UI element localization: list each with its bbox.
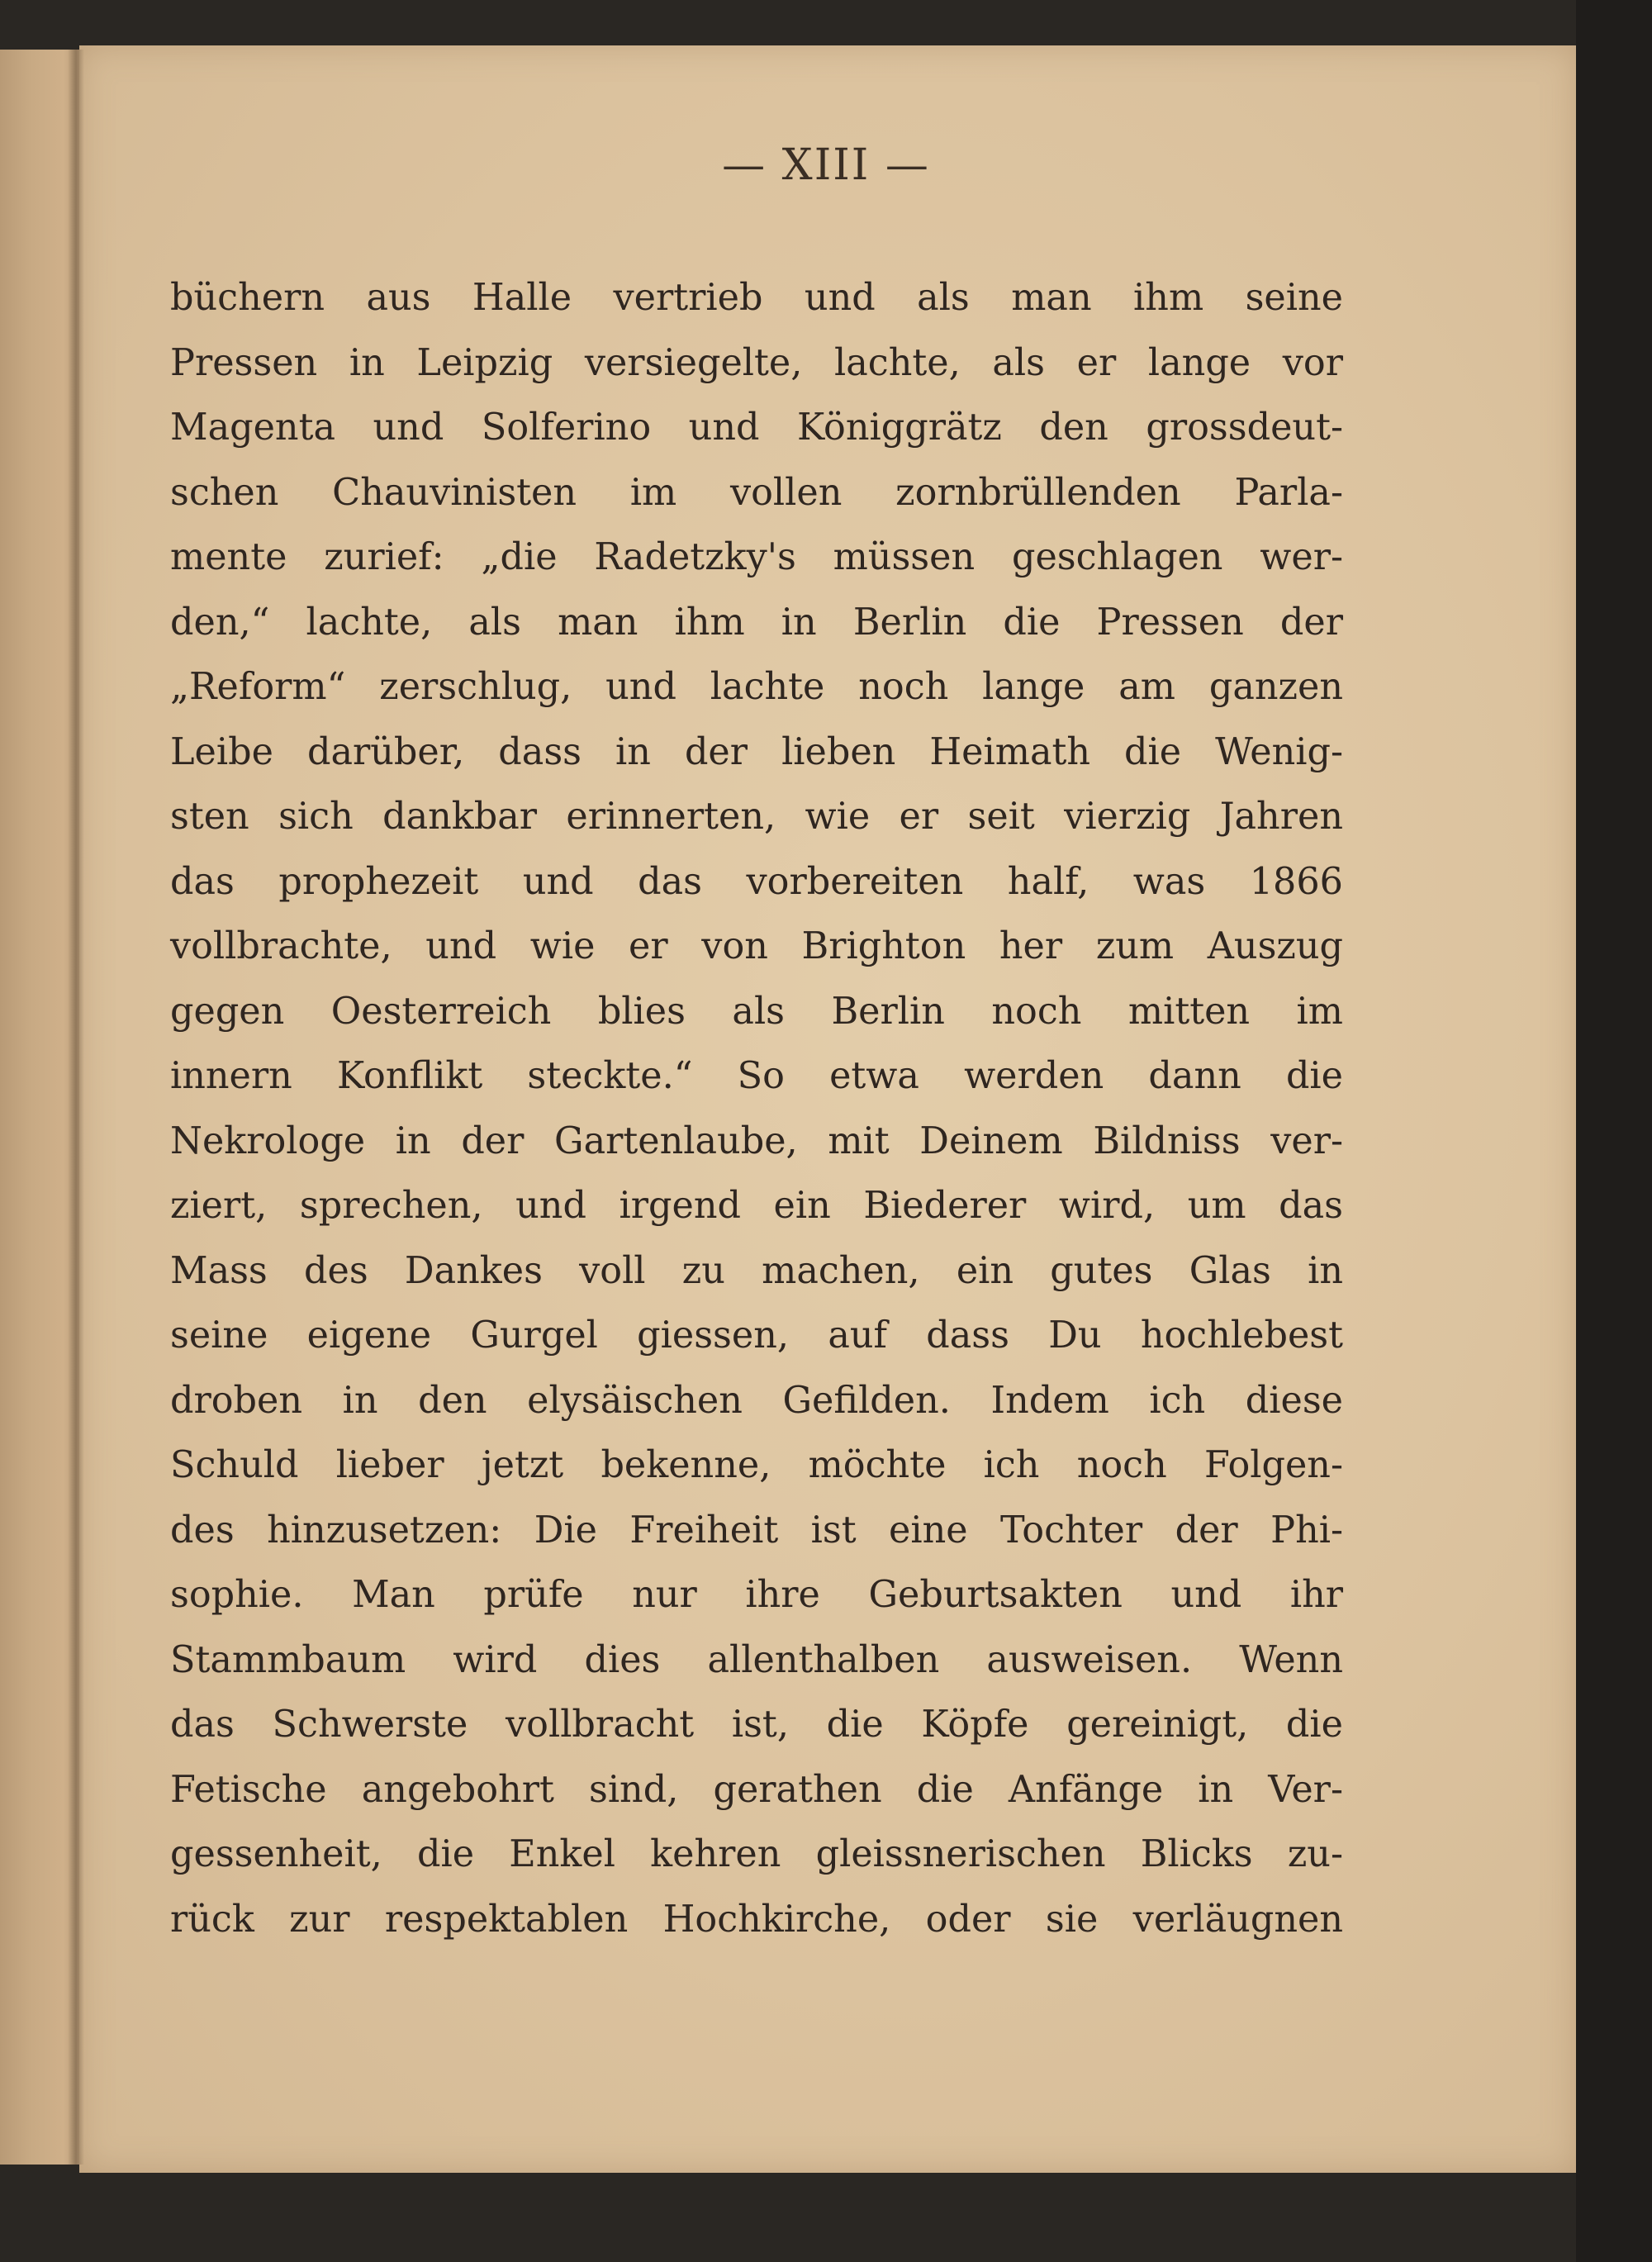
text-line: „Reform“ zerschlug, und lachte noch lange am ganzen: [170, 666, 1343, 708]
text-line: den,“ lachte, als man ihm in Berlin die Pressen der: [170, 601, 1343, 644]
text-line: gessenheit, die Enkel kehren gleissnerischen Blicks zu-: [170, 1833, 1343, 1875]
text-line: Fetische angebohrt sind, gerathen die Anfänge in Ver-: [170, 1768, 1343, 1811]
text-line: Magenta und Solferino und Königgrätz den grossdeut-: [170, 406, 1343, 449]
text-line: gegen Oesterreich blies als Berlin noch mitten im: [170, 990, 1343, 1033]
text-line: Mass des Dankes voll zu machen, ein gutes Glas in: [170, 1249, 1343, 1292]
text-line: büchern aus Halle vertrieb und als man ihm seine: [170, 277, 1343, 319]
page-gutter: [68, 50, 84, 2165]
text-line: vollbrachte, und wie er von Brighton her zum Auszug: [170, 925, 1343, 967]
text-line: Schuld lieber jetzt bekenne, möchte ich noch Folgen-: [170, 1444, 1343, 1486]
text-line: sten sich dankbar erinnerten, wie er seit vierzig Jahren: [170, 796, 1343, 838]
text-line: Pressen in Leipzig versiegelte, lachte, als er lange vor: [170, 341, 1343, 384]
body-text: [170, 266, 1343, 1952]
text-line: rück zur respektablen Hochkirche, oder sie verläugnen: [170, 1898, 1343, 1941]
text-line: seine eigene Gurgel giessen, auf dass Du hochlebest: [170, 1314, 1343, 1357]
text-line: schen Chauvinisten im vollen zornbrüllenden Parla-: [170, 471, 1343, 514]
scan-background: [1576, 0, 1652, 2262]
text-line: ziert, sprechen, und irgend ein Biederer wird, um das: [170, 1185, 1343, 1227]
text-line: das Schwerste vollbracht ist, die Köpfe gereinigt, die: [170, 1704, 1343, 1746]
text-line: das prophezeit und das vorbereiten half, was 1866: [170, 860, 1343, 903]
text-line: droben in den elysäischen Gefilden. Indem ich diese: [170, 1379, 1343, 1422]
text-line: Leibe darüber, dass in der lieben Heimath die Wenig-: [170, 730, 1343, 773]
text-line: innern Konflikt steckte.“ So etwa werden dann die: [170, 1055, 1343, 1097]
page-number: — XIII —: [722, 140, 930, 190]
text-line: Stammbaum wird dies allenthalben ausweisen. Wenn: [170, 1638, 1343, 1681]
text-line: sophie. Man prüfe nur ihre Geburtsakten und ihr: [170, 1574, 1343, 1616]
text-line: Nekrologe in der Gartenlaube, mit Deinem Bildniss ver-: [170, 1119, 1343, 1162]
text-line: des hinzusetzen: Die Freiheit ist eine Tochter der Phi-: [170, 1509, 1343, 1552]
text-line: mente zurief: „die Radetzky's müssen geschlagen wer-: [170, 536, 1343, 578]
